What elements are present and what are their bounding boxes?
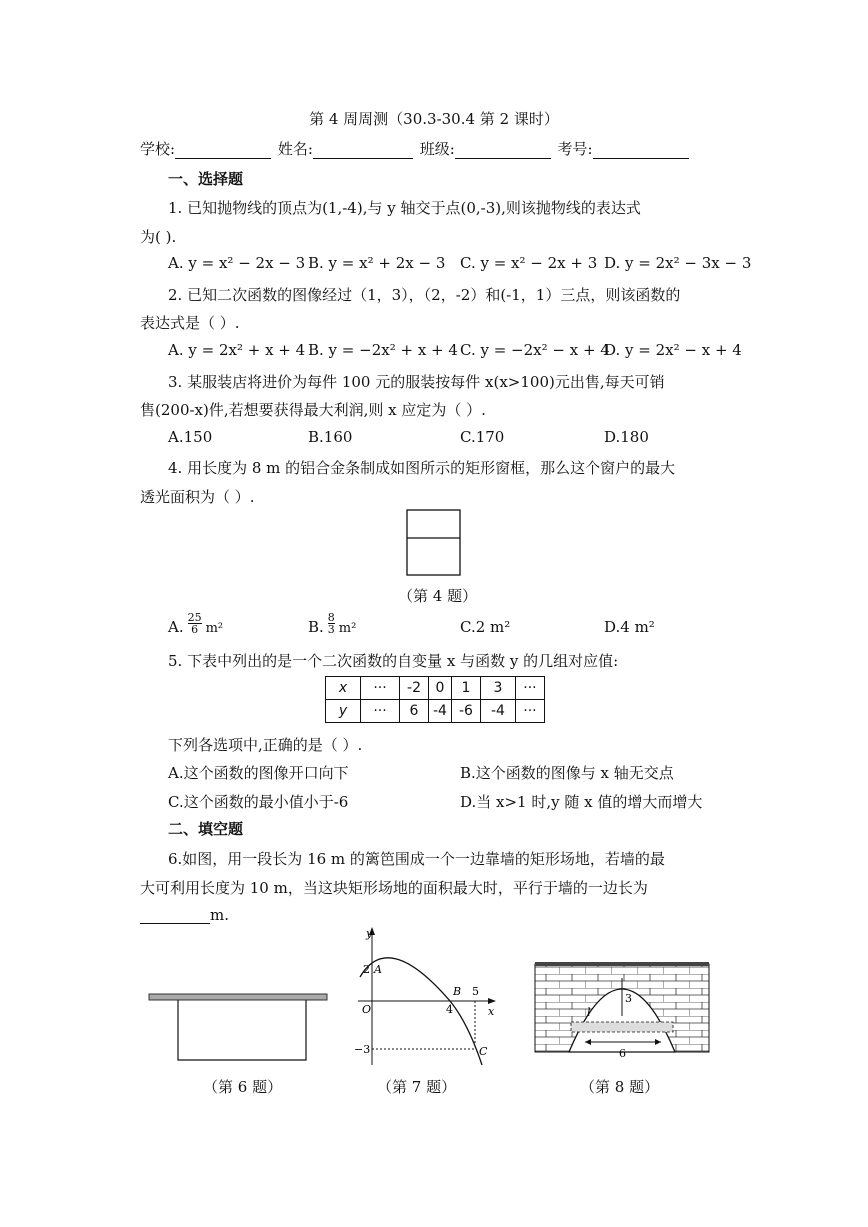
q3-option-a: A.150 (168, 428, 213, 446)
q1-line2: 为( ). (140, 228, 177, 246)
q6-line2: 大可利用长度为 10 m，当这块矩形场地的面积最大时，平行于墙的一边长为 (140, 879, 648, 897)
x-axis-label: x (488, 1005, 495, 1018)
table-cell: ··· (515, 677, 544, 700)
label-neg3: −3 (354, 1043, 371, 1056)
q3-option-d: D.180 (604, 428, 649, 446)
point-c-label: C (479, 1045, 488, 1058)
q1-option-d: D. y = 2x² − 3x − 3 (604, 254, 752, 272)
label-5: 5 (472, 985, 479, 998)
height-label: 3 (625, 992, 632, 1005)
q2-line2: 表达式是（ ）. (140, 314, 240, 332)
point-a-label: A (374, 963, 382, 976)
table-cell: -2 (400, 677, 429, 700)
exam-no-field[interactable] (593, 144, 689, 159)
q4-b-denominator: 3 (327, 623, 335, 636)
q3-line2: 售(200-x)件,若想要获得最大利润,则 x 应定为（ ）. (140, 401, 486, 419)
fence-wall-figure (148, 990, 330, 1066)
page-title: 第 4 周周测（30.3-30.4 第 2 课时） (309, 110, 559, 128)
table-cell: 6 (400, 700, 429, 723)
table-cell: x (326, 677, 361, 700)
origin-label: O (362, 1003, 372, 1016)
q4-line2: 透光面积为（ ）. (140, 488, 255, 506)
q2-option-d: D. y = 2x² − x + 4 (604, 341, 742, 359)
table-cell: ··· (361, 677, 400, 700)
width-label: 6 (619, 1047, 626, 1060)
bridge-arch-figure (533, 960, 711, 1068)
window-outer-frame (407, 510, 460, 575)
arch-l-label: l (587, 1006, 591, 1019)
table-cell: ··· (515, 700, 544, 723)
fence-rectangle (178, 1000, 306, 1060)
table-row (326, 700, 545, 723)
y-axis-label: y (366, 927, 373, 940)
x-axis-arrow (488, 998, 496, 1004)
exam-no-label: 考号: (557, 140, 593, 158)
q4-option-a: A. $\frac{25}{6}$ m² (168, 611, 224, 636)
fig8-caption: （第 8 题） (580, 1078, 660, 1096)
q2-option-b: B. y = −2x² + x + 4 (308, 341, 458, 359)
q4-a-unit: m² (205, 620, 224, 636)
student-info-line (140, 138, 691, 159)
table-cell: 3 (480, 677, 515, 700)
q4-option-d: D.4 m² (604, 618, 655, 636)
q5-option-d: D.当 x>1 时,y 随 x 值的增大而增大 (460, 793, 703, 811)
q5-option-b: B.这个函数的图像与 x 轴无交点 (460, 764, 674, 782)
q5-line2: 下列各选项中,正确的是（ ）. (168, 736, 363, 754)
class-label: 班级: (419, 140, 455, 158)
q5-line1: 5. 下表中列出的是一个二次函数的自变量 x 与函数 y 的几组对应值: (168, 652, 619, 670)
q4-caption: （第 4 题） (398, 587, 478, 605)
q6-line1: 6.如图，用一段长为 16 m 的篱笆围成一个一边靠墙的矩形场地，若墙的最 (168, 850, 665, 868)
section-fill: 二、填空题 (168, 820, 244, 838)
school-label: 学校: (140, 140, 176, 158)
q1-option-b: B. y = x² + 2x − 3 (308, 254, 446, 272)
q1-option-c: C. y = x² − 2x + 3 (460, 254, 598, 272)
table-cell: y (326, 700, 361, 723)
table-cell: ··· (361, 700, 400, 723)
label-2: 2 (363, 963, 370, 976)
q4-option-b: B. $\frac{8}{3}$ m² (308, 611, 357, 636)
q1-line1: 1. 已知抛物线的顶点为(1,-4),与 y 轴交于点(0,-3),则该抛物线的表达式 (168, 199, 641, 217)
q4-b-unit: m² (338, 620, 357, 636)
table-cell: -4 (480, 700, 515, 723)
table-cell: -6 (451, 700, 480, 723)
q3-option-c: C.170 (460, 428, 505, 446)
q4-option-c: C.2 m² (460, 618, 511, 636)
table-cell: 0 (429, 677, 452, 700)
q3-option-b: B.160 (308, 428, 353, 446)
q4-line1: 4. 用长度为 8 m 的铝合金条制成如图所示的矩形窗框，那么这个窗户的最大 (168, 459, 676, 477)
q6-unit: m. (210, 906, 229, 924)
q3-line1: 3. 某服装店将进价为每件 100 元的服装按每件 x(x>100)元出售,每天可销 (168, 373, 665, 391)
point-b-label: B (453, 985, 462, 998)
class-field[interactable] (455, 144, 551, 159)
q5-value-table (325, 676, 545, 723)
name-label: 姓名: (277, 140, 313, 158)
q2-option-c: C. y = −2x² − x + 4 (460, 341, 610, 359)
school-field[interactable] (175, 144, 271, 159)
q5-option-a: A.这个函数的图像开口向下 (168, 764, 349, 782)
fig6-caption: （第 6 题） (203, 1078, 283, 1096)
section-choice: 一、选择题 (168, 170, 244, 188)
label-4: 4 (446, 1003, 453, 1016)
q5-option-c: C.这个函数的最小值小于-6 (168, 793, 349, 811)
parabola-graph-figure (350, 925, 510, 1070)
name-field[interactable] (313, 144, 413, 159)
wall-top (535, 962, 709, 966)
q4-a-numerator: 25 (187, 611, 202, 624)
q2-option-a: A. y = 2x² + x + 4 (168, 341, 306, 359)
q6-line3 (140, 906, 229, 924)
q4-b-numerator: 8 (327, 611, 335, 624)
water-surface (571, 1022, 673, 1032)
fig7-caption: （第 7 题） (377, 1078, 457, 1096)
table-cell: -4 (429, 700, 452, 723)
table-row (326, 677, 545, 700)
q2-line1: 2. 已知二次函数的图像经过（1，3），（2，-2）和(-1，1）三点，则该函数的 (168, 286, 681, 304)
table-cell: 1 (451, 677, 480, 700)
q6-answer-blank[interactable] (140, 909, 210, 924)
q4-a-denominator: 6 (191, 623, 199, 636)
wall (149, 994, 327, 1000)
q1-option-a: A. y = x² − 2x − 3 (168, 254, 306, 272)
window-frame-figure (405, 508, 463, 578)
